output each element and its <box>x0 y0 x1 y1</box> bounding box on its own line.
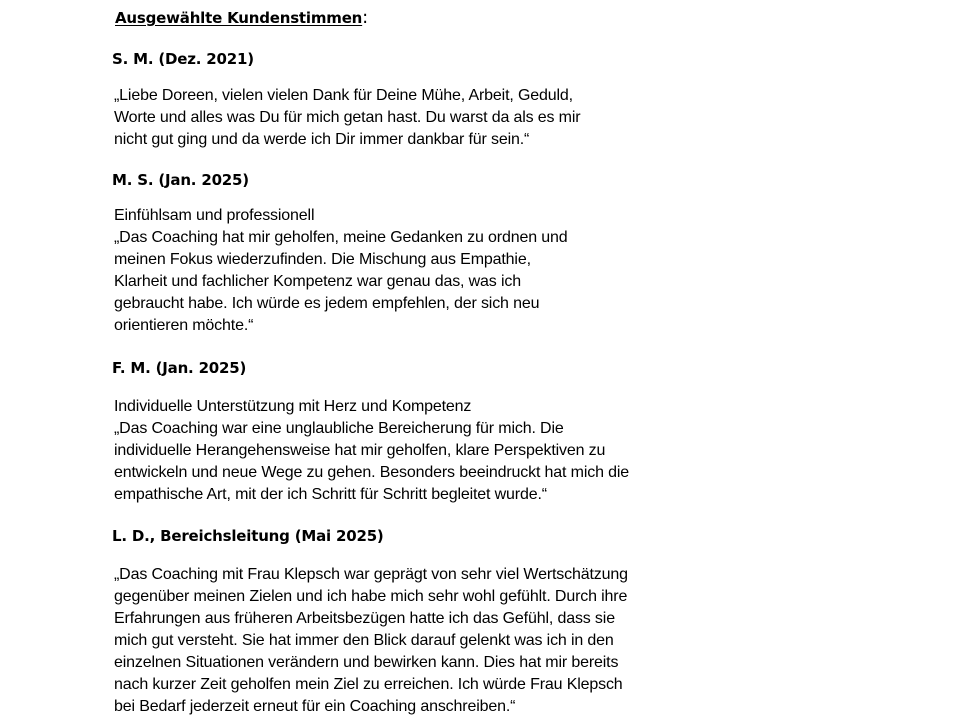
testimonial-subtitle: Einfühlsam und professionell <box>114 207 315 224</box>
page-title <box>115 7 368 28</box>
testimonial-line: nicht gut ging und da werde ich Dir immer dankbar für sein.“ <box>114 131 530 148</box>
testimonial-text <box>114 564 754 718</box>
testimonial-line: einzelnen Situationen verändern und bewirken kann. Dies hat mir bereits <box>114 654 619 671</box>
testimonial-author: F. M. (Jan. 2025) <box>112 359 247 377</box>
page-title-text: Ausgewählte Kundenstimmen <box>115 9 363 27</box>
testimonial-line: meinen Fokus wiederzufinden. Die Mischung aus Empathie, <box>114 251 531 268</box>
testimonial-line: „Das Coaching war eine unglaubliche Bereicherung für mich. Die <box>114 420 564 437</box>
testimonial-line: bei Bedarf jederzeit erneut für ein Coaching anschreiben.“ <box>114 698 516 715</box>
testimonial-line: „Liebe Doreen, vielen vielen Dank für Deine Mühe, Arbeit, Geduld, <box>114 87 573 104</box>
testimonial-text <box>114 396 754 506</box>
testimonial-subtitle: Individuelle Unterstützung mit Herz und Kompetenz <box>114 398 472 415</box>
testimonial-line: Erfahrungen aus früheren Arbeitsbezügen hatte ich das Gefühl, dass sie <box>114 610 615 627</box>
testimonial-line: gebraucht habe. Ich würde es jedem empfehlen, der sich neu <box>114 295 540 312</box>
testimonial-line: nach kurzer Zeit geholfen mein Ziel zu erreichen. Ich würde Frau Klepsch <box>114 676 623 693</box>
testimonial-line: individuelle Herangehensweise hat mir geholfen, klare Perspektiven zu <box>114 442 606 459</box>
page-title-colon: : <box>362 7 369 28</box>
testimonial-text <box>114 205 754 337</box>
testimonial-line: orientieren möchte.“ <box>114 317 254 334</box>
testimonial-line: mich gut versteht. Sie hat immer den Blick darauf gelenkt was ich in den <box>114 632 614 649</box>
testimonial-author: S. M. (Dez. 2021) <box>112 50 254 68</box>
testimonial-author: M. S. (Jan. 2025) <box>112 171 249 189</box>
testimonial-line: empathische Art, mit der ich Schritt für Schritt begleitet wurde.“ <box>114 486 547 503</box>
testimonial-line: „Das Coaching hat mir geholfen, meine Gedanken zu ordnen und <box>114 229 568 246</box>
testimonial-line: Klarheit und fachlicher Kompetenz war genau das, was ich <box>114 273 521 290</box>
testimonial-line: „Das Coaching mit Frau Klepsch war geprägt von sehr viel Wertschätzung <box>114 566 628 583</box>
testimonial-line: gegenüber meinen Zielen und ich habe mich sehr wohl gefühlt. Durch ihre <box>114 588 628 605</box>
testimonial-author: L. D., Bereichsleitung (Mai 2025) <box>112 527 384 545</box>
testimonial-line: entwickeln und neue Wege zu gehen. Besonders beeindruckt hat mich die <box>114 464 630 481</box>
testimonial-line: Worte und alles was Du für mich getan hast. Du warst da als es mir <box>114 109 581 126</box>
testimonial-text <box>114 85 754 151</box>
